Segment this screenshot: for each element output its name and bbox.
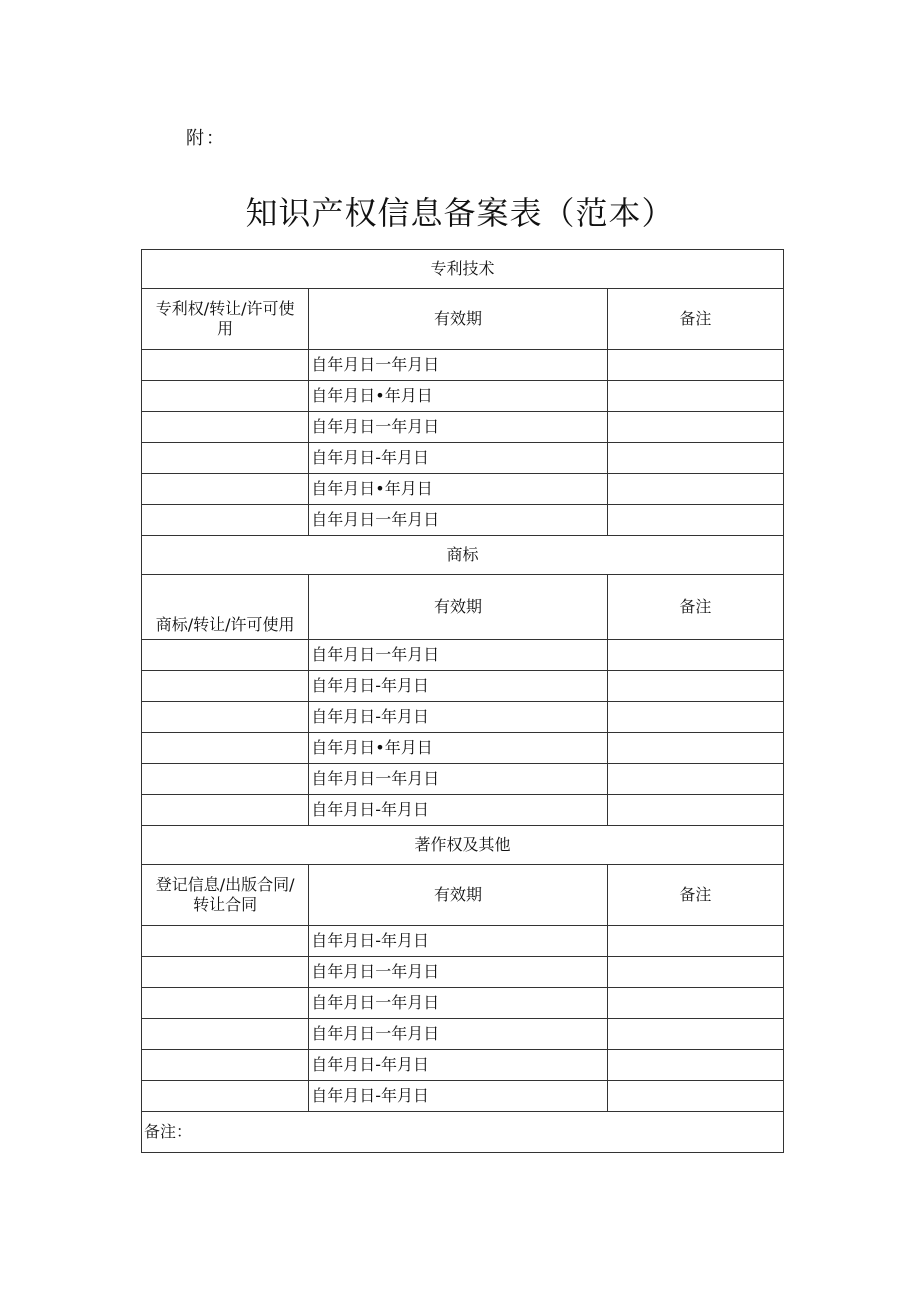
type-cell[interactable] — [142, 1019, 309, 1050]
column-header-row — [142, 575, 784, 640]
type-cell[interactable] — [142, 412, 309, 443]
type-cell[interactable] — [142, 926, 309, 957]
type-cell[interactable] — [142, 702, 309, 733]
period-cell[interactable]: 自年月日-年月日 — [309, 795, 607, 826]
period-cell[interactable]: 自年月日一年月日 — [309, 350, 607, 381]
remark-cell[interactable] — [607, 1050, 783, 1081]
period-cell[interactable]: 自年月日•年月日 — [309, 733, 607, 764]
type-cell[interactable] — [142, 795, 309, 826]
col-type-header-text: 登记信息/出版合同/转让合同 — [155, 875, 295, 914]
notes-cell[interactable]: 备注： — [142, 1112, 784, 1153]
column-header-row — [142, 289, 784, 350]
remark-cell[interactable] — [607, 1081, 783, 1112]
type-cell[interactable] — [142, 640, 309, 671]
period-cell[interactable]: 自年月日•年月日 — [309, 381, 607, 412]
remark-cell[interactable] — [607, 988, 783, 1019]
table-row — [142, 764, 784, 795]
remark-cell[interactable] — [607, 702, 783, 733]
type-cell[interactable] — [142, 671, 309, 702]
column-header-row — [142, 865, 784, 926]
remark-cell[interactable] — [607, 381, 783, 412]
period-cell[interactable]: 自年月日-年月日 — [309, 443, 607, 474]
type-cell[interactable] — [142, 764, 309, 795]
type-cell[interactable] — [142, 733, 309, 764]
period-cell[interactable]: 自年月日一年月日 — [309, 764, 607, 795]
section-header-trademark — [142, 536, 784, 575]
remark-cell[interactable] — [607, 795, 783, 826]
table-row — [142, 926, 784, 957]
col-type-header-text: 专利权/转让/许可使用 — [155, 299, 295, 338]
period-cell[interactable]: 自年月日-年月日 — [309, 1050, 607, 1081]
table-row — [142, 381, 784, 412]
period-cell[interactable]: 自年月日-年月日 — [309, 671, 607, 702]
ip-record-table — [141, 249, 784, 1153]
table-row — [142, 957, 784, 988]
type-cell[interactable] — [142, 1081, 309, 1112]
col-period-header: 有效期 — [309, 575, 607, 640]
period-cell[interactable]: 自年月日一年月日 — [309, 988, 607, 1019]
remark-cell[interactable] — [607, 412, 783, 443]
table-row — [142, 733, 784, 764]
table-row — [142, 412, 784, 443]
period-cell[interactable]: 自年月日一年月日 — [309, 640, 607, 671]
col-remark-header: 备注 — [607, 289, 783, 350]
period-cell[interactable]: 自年月日-年月日 — [309, 926, 607, 957]
type-cell[interactable] — [142, 381, 309, 412]
section-header-patent — [142, 250, 784, 289]
table-row — [142, 505, 784, 536]
type-cell[interactable] — [142, 957, 309, 988]
remark-cell[interactable] — [607, 764, 783, 795]
table-row — [142, 1019, 784, 1050]
remark-cell[interactable] — [607, 443, 783, 474]
col-period-header: 有效期 — [309, 865, 607, 926]
section-header-copyright — [142, 826, 784, 865]
table-row — [142, 640, 784, 671]
table-row — [142, 1050, 784, 1081]
table-row — [142, 474, 784, 505]
col-type-header — [142, 575, 309, 640]
remark-cell[interactable] — [607, 957, 783, 988]
remark-cell[interactable] — [607, 671, 783, 702]
period-cell[interactable]: 自年月日一年月日 — [309, 1019, 607, 1050]
period-cell[interactable]: 自年月日•年月日 — [309, 474, 607, 505]
table-row — [142, 1081, 784, 1112]
table-row — [142, 795, 784, 826]
type-cell[interactable] — [142, 443, 309, 474]
type-cell[interactable] — [142, 1050, 309, 1081]
section-title: 专利技术 — [142, 250, 784, 289]
type-cell[interactable] — [142, 988, 309, 1019]
col-type-header — [142, 865, 309, 926]
period-cell[interactable]: 自年月日一年月日 — [309, 505, 607, 536]
period-cell[interactable]: 自年月日-年月日 — [309, 1081, 607, 1112]
attachment-label: 附： — [186, 128, 226, 149]
remark-cell[interactable] — [607, 733, 783, 764]
type-cell[interactable] — [142, 474, 309, 505]
type-cell[interactable] — [142, 505, 309, 536]
table-row — [142, 702, 784, 733]
col-remark-header: 备注 — [607, 575, 783, 640]
section-title: 商标 — [142, 536, 784, 575]
remark-cell[interactable] — [607, 926, 783, 957]
table-row — [142, 350, 784, 381]
table-row — [142, 988, 784, 1019]
col-type-header — [142, 289, 309, 350]
notes-row — [142, 1112, 784, 1153]
section-title: 著作权及其他 — [142, 826, 784, 865]
remark-cell[interactable] — [607, 505, 783, 536]
col-type-header-text: 商标/转让/许可使用 — [155, 615, 295, 634]
remark-cell[interactable] — [607, 350, 783, 381]
form-title: 知识产权信息备案表（范本） — [245, 194, 675, 232]
type-cell[interactable] — [142, 350, 309, 381]
period-cell[interactable]: 自年月日一年月日 — [309, 412, 607, 443]
col-remark-header: 备注 — [607, 865, 783, 926]
table-row — [142, 671, 784, 702]
col-period-header: 有效期 — [309, 289, 607, 350]
period-cell[interactable]: 自年月日-年月日 — [309, 702, 607, 733]
table-row — [142, 443, 784, 474]
remark-cell[interactable] — [607, 474, 783, 505]
remark-cell[interactable] — [607, 1019, 783, 1050]
remark-cell[interactable] — [607, 640, 783, 671]
period-cell[interactable]: 自年月日一年月日 — [309, 957, 607, 988]
